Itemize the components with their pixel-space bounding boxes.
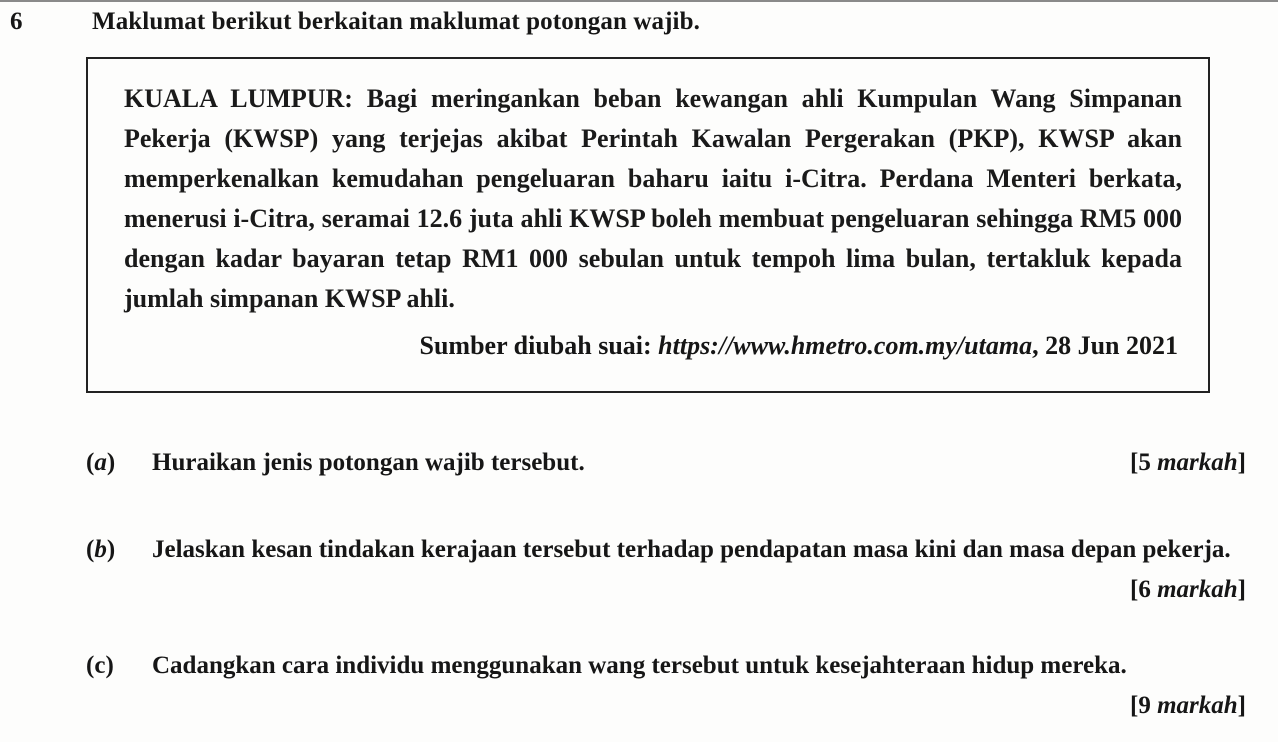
sub-question-c	[86, 646, 1246, 726]
marks-allocation	[1130, 570, 1246, 610]
sub-question-text: Huraikan jenis potongan wajib tersebut.	[152, 449, 585, 476]
source-date: , 28 Jun 2021	[1032, 331, 1178, 360]
article-source	[419, 331, 1178, 361]
sub-question-text: Cadangkan cara individu menggunakan wang tersebut untuk kesejahteraan hidup mereka.	[152, 652, 1127, 679]
sub-question-text: Jelaskan kesan tindakan kerajaan tersebut terhadap pendapatan masa kini dan masa depan pekerja.	[152, 536, 1231, 563]
label-close: )	[105, 652, 114, 679]
marks-word: markah	[1157, 449, 1238, 476]
sub-question-label	[86, 530, 146, 570]
marks-close: ]	[1237, 576, 1246, 603]
sub-question-label	[86, 646, 146, 686]
label-open: (	[86, 449, 95, 476]
marks-value: 6	[1138, 576, 1158, 603]
marks-open: [	[1130, 576, 1139, 603]
marks-close: ]	[1237, 449, 1246, 476]
article-body: KUALA LUMPUR: Bagi meringankan beban kewangan ahli Kumpulan Wang Simpanan Pekerja (KWSP) yang terjejas akibat Perintah Kawalan Pergerakan (PKP), KWSP akan memperkenalkan kemudahan pengeluaran baharu iaitu i-Citra. Perdana Menteri berkata, menerusi i-Citra, seramai 12.6 juta ahli KWSP boleh membuat pengeluaran sehingga RM5 000 dengan kadar bayaran tetap RM1 000 sebulan untuk tempoh lima bulan, tertakluk kepada jumlah simpanan KWSP ahli.	[124, 84, 1182, 313]
marks-value: 9	[1138, 692, 1158, 719]
marks-open: [	[1130, 449, 1139, 476]
marks-word: markah	[1157, 692, 1238, 719]
source-prefix: Sumber diubah suai:	[419, 331, 659, 360]
label-close: )	[106, 536, 116, 563]
label-close: )	[106, 449, 116, 476]
label-letter: a	[94, 449, 107, 476]
marks-word: markah	[1157, 576, 1238, 603]
label-letter: b	[94, 536, 107, 563]
article-box	[86, 57, 1210, 393]
label-open: (	[86, 536, 95, 563]
marks-close: ]	[1237, 692, 1246, 719]
marks-allocation	[1130, 686, 1246, 726]
sub-question-a	[86, 443, 1246, 483]
marks-open: [	[1130, 692, 1139, 719]
marks-allocation	[1130, 443, 1246, 483]
marks-value: 5	[1138, 449, 1158, 476]
top-rule	[0, 0, 1278, 2]
label-letter: c	[94, 652, 106, 679]
question-number: 6	[10, 8, 23, 35]
label-open: (	[86, 652, 95, 679]
sub-question-b	[86, 530, 1246, 610]
source-url: https://www.hmetro.com.my/utama	[658, 331, 1033, 360]
sub-question-label	[86, 443, 146, 483]
question-stem: Maklumat berikut berkaitan maklumat potongan wajib.	[92, 8, 700, 35]
